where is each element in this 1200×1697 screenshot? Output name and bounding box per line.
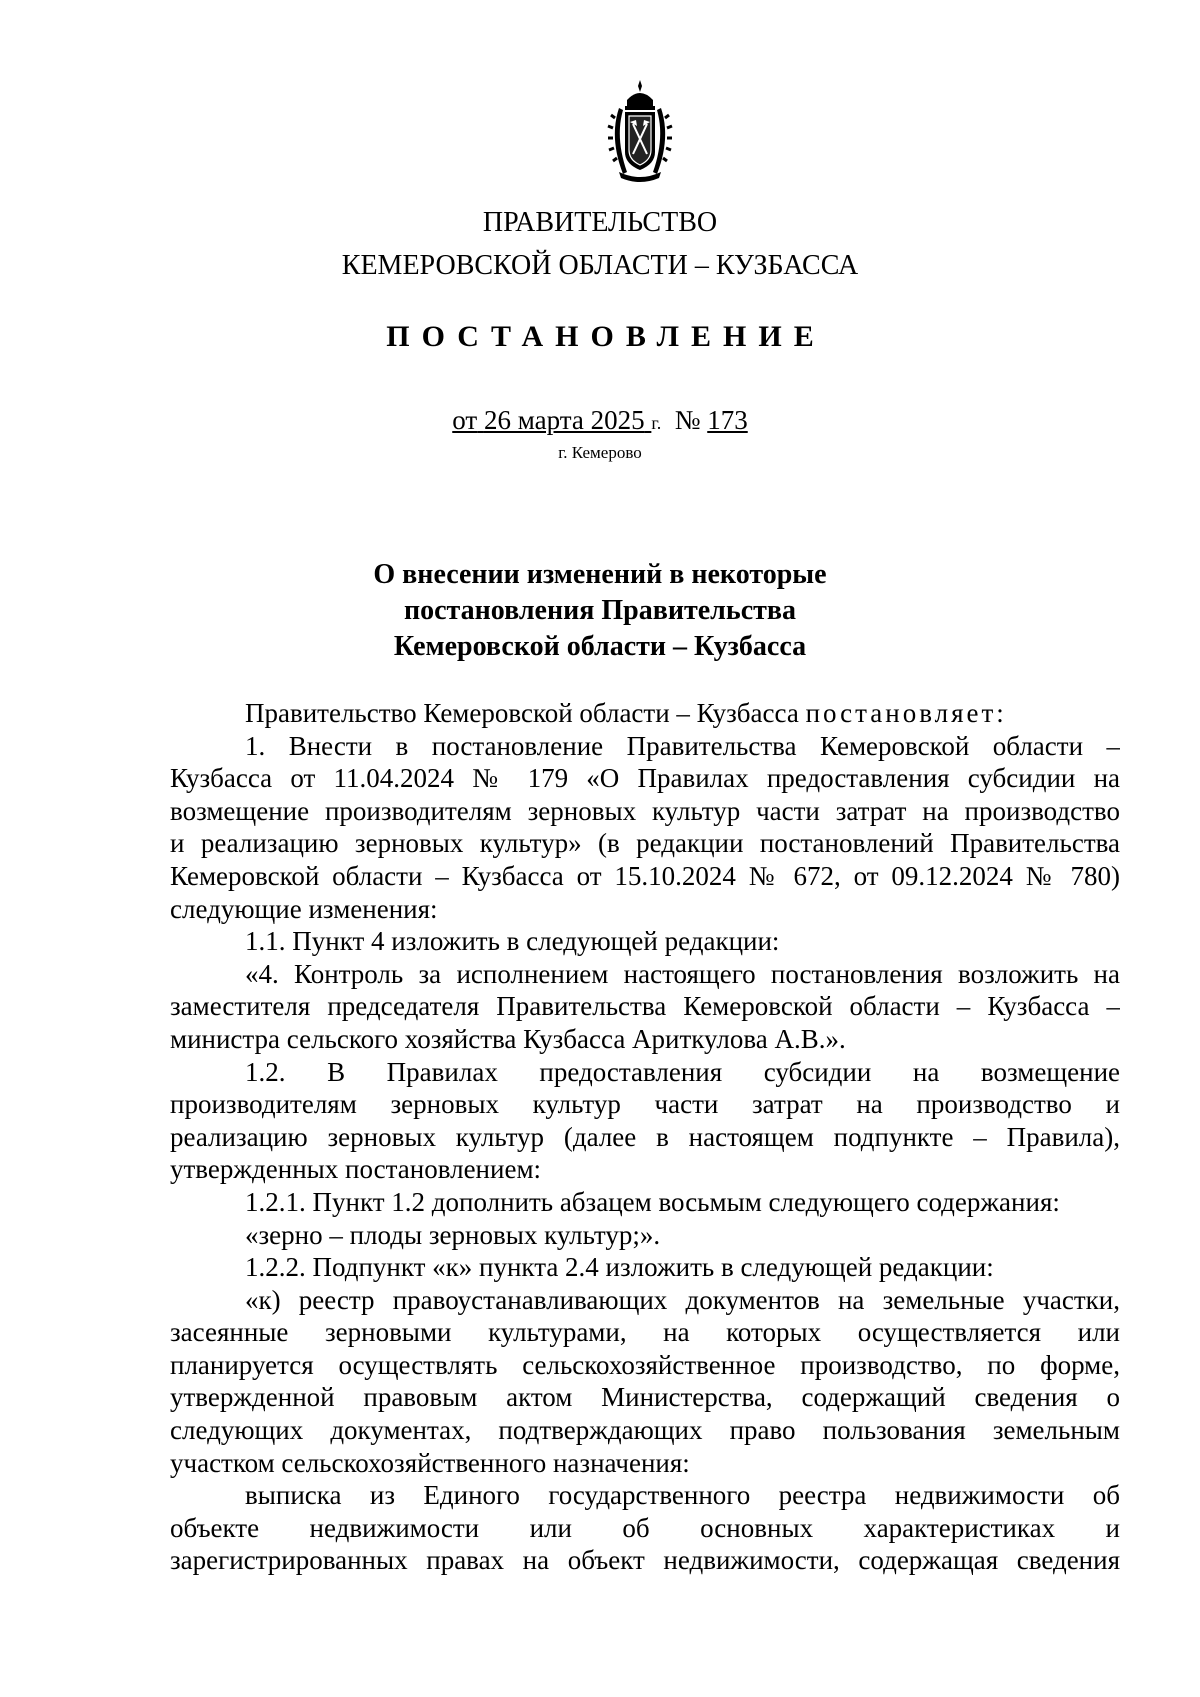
body-line: участком сельскохозяйственного назначения: — [170, 1447, 690, 1478]
body-line: следующих документах, подтверждающих право пользования земельным — [170, 1415, 1120, 1446]
body-line: «к) реестр правоустанавливающих документов на земельные участки, — [245, 1284, 1120, 1315]
subject-line: Кемеровской области – Кузбасса — [393, 631, 807, 662]
body-line: 1.2. В Правилах предоставления субсидии на возмещение — [245, 1056, 1120, 1087]
body-line: зарегистрированных правах на объект недвижимости, содержащая сведения — [170, 1545, 1120, 1576]
number-sign: № — [674, 405, 701, 435]
body-line: 1. Внести в постановление Правительства Кемеровской области – — [245, 730, 1120, 761]
body-line: выписка из Единого государственного реестра недвижимости об — [245, 1480, 1120, 1511]
document-date: 26 марта 2025 — [483, 405, 645, 435]
body-line: «4. Контроль за исполнением настоящего постановления возложить на — [245, 958, 1120, 989]
document-body — [170, 697, 1120, 1577]
government-name-line1: ПРАВИТЕЛЬСТВО — [482, 207, 718, 238]
body-line: 1.2.1. Пункт 1.2 дополнить абзацем восьмым следующего содержания: — [245, 1186, 1060, 1217]
body-line: засеянные зерновыми культурами, на которых осуществляется или — [170, 1317, 1120, 1348]
body-line: реализацию зерновых культур (далее в настоящем подпункте – Правила), — [170, 1121, 1120, 1152]
body-line: Кемеровской области – Кузбасса от 15.10.2024 № 672, от 09.12.2024 № 780) — [170, 860, 1120, 891]
body-line: планируется осуществлять сельскохозяйственное производство, по форме, — [170, 1349, 1120, 1380]
body-line: утвержденной правовым актом Министерства, содержащий сведения о — [170, 1382, 1120, 1413]
document-type-title: ПОСТАНОВЛЕНИЕ — [386, 320, 826, 353]
body-line: и реализацию зерновых культур» (в редакции постановлений Правительства — [170, 828, 1120, 859]
date-prefix: от — [452, 405, 478, 435]
year-suffix: г. — [651, 413, 662, 433]
body-line: утвержденных постановлением: — [170, 1154, 542, 1185]
subject-line: постановления Правительства — [404, 595, 796, 626]
government-name-line2: КЕМЕРОВСКОЙ ОБЛАСТИ – КУЗБАССА — [341, 250, 859, 281]
date-number-line — [0, 405, 1200, 436]
body-line: 1.1. Пункт 4 изложить в следующей редакции: — [245, 926, 780, 957]
body-line: возмещение производителям зерновых культур части затрат на производство — [170, 795, 1120, 826]
body-line: 1.2.2. Подпункт «к» пункта 2.4 изложить в следующей редакции: — [245, 1252, 994, 1283]
body-line: следующие изменения: — [170, 893, 438, 924]
intro-paragraph — [170, 697, 1120, 730]
body-line: министра сельского хозяйства Кузбасса Ариткулова А.В.». — [170, 1023, 846, 1054]
document-city: г. Кемерово — [558, 443, 642, 462]
body-line: «зерно – плоды зерновых культур;». — [245, 1219, 661, 1250]
body-line: Кузбасса от 11.04.2024 № 179 «О Правилах предоставления субсидии на — [170, 763, 1120, 794]
kuzbass-coat-of-arms-icon — [605, 78, 675, 184]
body-line: объекте недвижимости или об основных характеристиках и — [170, 1512, 1120, 1543]
intro-text: Правительство Кемеровской области – Кузбасса — [245, 698, 799, 728]
decree-word: постановляет: — [805, 698, 1007, 728]
body-line: производителям зерновых культур части затрат на производство и — [170, 1089, 1120, 1120]
document-number: 173 — [707, 405, 748, 435]
subject-line: О внесении изменений в некоторые — [373, 559, 827, 590]
body-line: заместителя председателя Правительства Кемеровской области – Кузбасса – — [170, 991, 1120, 1022]
document-subject — [0, 557, 1200, 665]
